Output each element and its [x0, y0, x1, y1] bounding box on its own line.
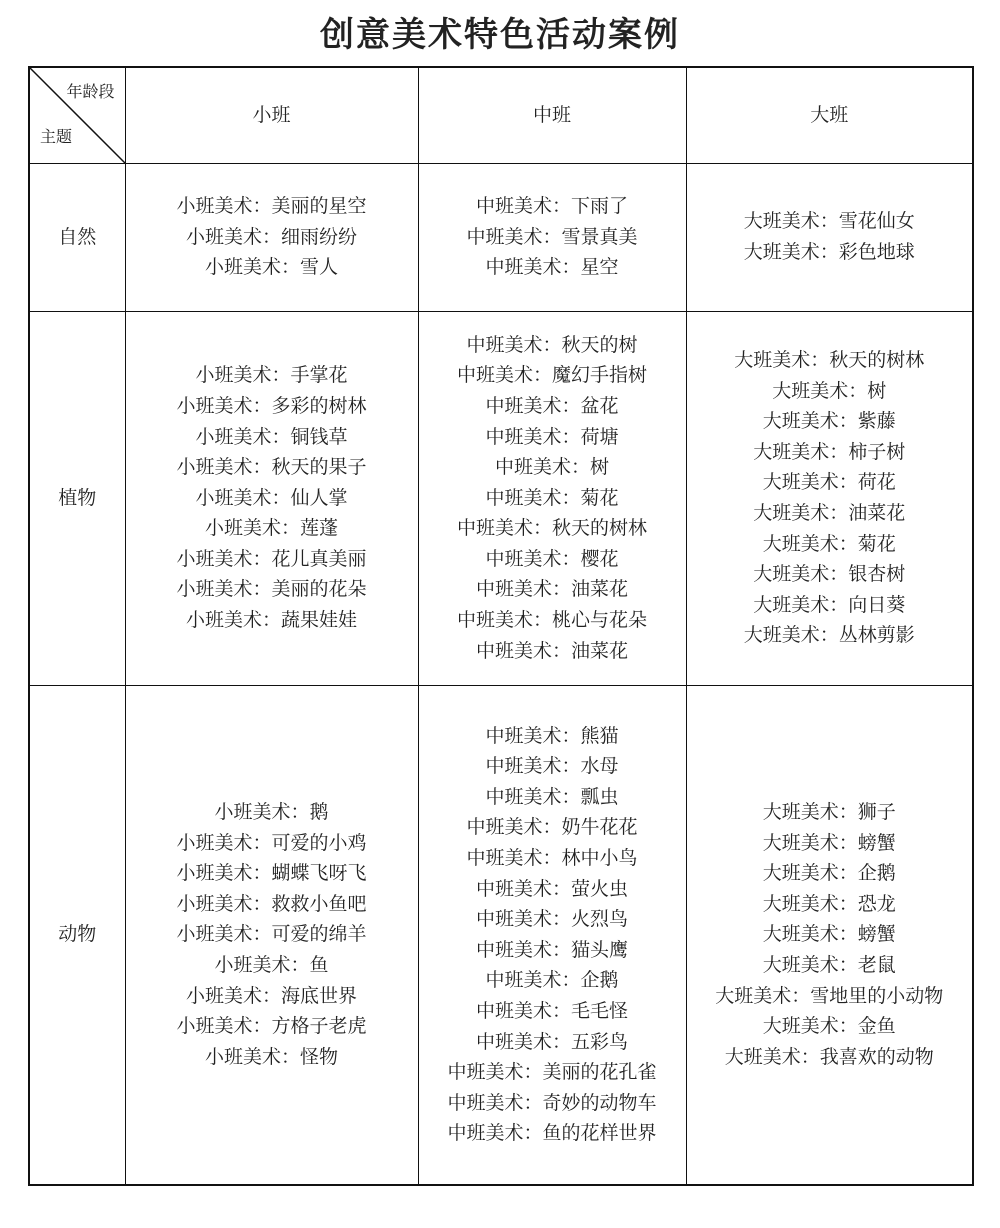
list-item: 大班美术：雪地里的小动物 [715, 984, 944, 1007]
age-group-label: 年龄段 [66, 82, 115, 101]
list-item: 中班美术：萤火虫 [475, 877, 628, 900]
list-item: 大班美术：秋天的树林 [734, 349, 925, 372]
list-item: 小班美术：莲蓬 [204, 517, 338, 540]
list-item: 中班美术：五彩鸟 [475, 1030, 628, 1053]
list-item: 小班美术：美丽的花朵 [176, 578, 367, 601]
middle-class-cell [418, 311, 686, 685]
list-item: 中班美术：猫头鹰 [475, 938, 628, 961]
list-item: 中班美术：瓢虫 [485, 785, 619, 808]
list-item: 小班美术：美丽的星空 [176, 195, 367, 218]
list-item: 中班美术：秋天的树 [466, 333, 638, 356]
list-item: 中班美术：火烈鸟 [475, 908, 628, 931]
list-item: 小班美术：雪人 [204, 256, 338, 279]
list-item: 大班美术：狮子 [762, 801, 896, 824]
list-item: 大班美术：螃蟹 [762, 923, 896, 946]
list-item: 小班美术：鱼 [214, 954, 329, 977]
middle-class-cell [418, 685, 686, 1185]
theme-cell: 植物 [29, 311, 125, 685]
list-item: 中班美术：鱼的花样世界 [447, 1122, 657, 1145]
list-item: 小班美术：蝴蝶飞呀飞 [176, 862, 367, 885]
list-item: 中班美术：菊花 [485, 486, 619, 509]
table-row-nature [29, 163, 973, 311]
large-class-cell [686, 163, 973, 311]
list-item: 大班美术：金鱼 [762, 1015, 896, 1038]
list-item: 大班美术：老鼠 [762, 954, 896, 977]
list-item: 小班美术：鹅 [214, 801, 329, 824]
header-row [29, 67, 973, 163]
list-item: 大班美术：柿子树 [753, 440, 906, 463]
list-item: 大班美术：彩色地球 [743, 241, 915, 263]
list-item: 大班美术：雪花仙女 [743, 210, 915, 233]
theme-cell: 动物 [29, 685, 125, 1185]
list-item: 小班美术：怪物 [204, 1045, 338, 1068]
list-item: 小班美术：秋天的果子 [176, 456, 367, 479]
list-item: 中班美术：奶牛花花 [466, 816, 638, 839]
list-item: 大班美术：银杏树 [753, 563, 906, 586]
list-item: 小班美术：花儿真美丽 [176, 547, 367, 570]
table-row-animals [29, 685, 973, 1185]
list-item: 小班美术：蔬果娃娃 [185, 609, 357, 632]
header-corner-cell [29, 67, 125, 163]
list-item: 中班美术：魔幻手指树 [456, 364, 647, 387]
list-item: 小班美术：仙人掌 [195, 486, 348, 509]
list-item: 中班美术：盆花 [485, 394, 619, 417]
page-title: 创意美术特色活动案例 [320, 15, 680, 55]
list-item: 大班美术：恐龙 [762, 892, 896, 915]
list-item: 大班美术：我喜欢的动物 [724, 1045, 934, 1068]
table-row-plants [29, 311, 973, 685]
list-item: 中班美术：奇妙的动物车 [447, 1091, 657, 1114]
list-item: 小班美术：手掌花 [195, 364, 348, 387]
large-class-cell [686, 685, 973, 1185]
list-item: 中班美术：企鹅 [485, 969, 619, 992]
list-item: 大班美术：荷花 [762, 471, 896, 494]
list-item: 中班美术：油菜花 [475, 578, 628, 601]
column-header-small: 小班 [125, 67, 418, 163]
list-item: 大班美术：紫藤 [762, 410, 896, 433]
list-item: 中班美术：毛毛怪 [475, 999, 628, 1022]
small-class-cell [125, 685, 418, 1185]
middle-class-cell [418, 163, 686, 311]
list-item: 中班美术：星空 [485, 256, 619, 279]
column-header-middle: 中班 [418, 67, 686, 163]
list-item: 中班美术：桃心与花朵 [456, 609, 647, 632]
list-item: 小班美术：多彩的树林 [176, 394, 367, 417]
list-item: 中班美术：秋天的树林 [456, 517, 647, 540]
list-item: 小班美术：可爱的绵羊 [176, 923, 367, 946]
list-item: 中班美术：美丽的花孔雀 [447, 1061, 657, 1084]
list-item: 小班美术：可爱的小鸡 [176, 831, 367, 854]
list-item: 中班美术：雪景真美 [466, 225, 638, 248]
list-item: 小班美术：细雨纷纷 [185, 225, 357, 248]
list-item: 中班美术：水母 [485, 755, 619, 778]
list-item: 大班美术：企鹅 [762, 862, 896, 885]
list-item: 中班美术：樱花 [485, 547, 619, 570]
list-item: 大班美术：向日葵 [753, 593, 906, 616]
list-item: 小班美术：铜钱草 [195, 425, 348, 448]
list-item: 小班美术：海底世界 [185, 984, 357, 1007]
list-item: 小班美术：方格子老虎 [176, 1015, 367, 1038]
list-item: 大班美术：螃蟹 [762, 831, 896, 854]
small-class-cell [125, 311, 418, 685]
list-item: 大班美术：油菜花 [753, 502, 906, 524]
list-item: 中班美术：林中小鸟 [466, 846, 638, 869]
list-item: 中班美术：熊猫 [485, 724, 619, 747]
activity-table [28, 66, 974, 1186]
list-item: 中班美术：荷塘 [485, 425, 619, 448]
list-item: 小班美术：救救小鱼吧 [176, 892, 367, 915]
list-item: 中班美术：下雨了 [475, 195, 628, 218]
list-item: 中班美术：油菜花 [475, 639, 628, 662]
topic-label: 主题 [40, 126, 73, 146]
list-item: 大班美术：树 [772, 379, 887, 402]
list-item: 大班美术：丛林剪影 [743, 624, 915, 647]
theme-cell: 自然 [29, 163, 125, 311]
column-header-large: 大班 [686, 67, 973, 163]
list-item: 大班美术：菊花 [762, 532, 896, 555]
large-class-cell [686, 311, 973, 685]
list-item: 中班美术：树 [494, 456, 609, 479]
small-class-cell [125, 163, 418, 311]
